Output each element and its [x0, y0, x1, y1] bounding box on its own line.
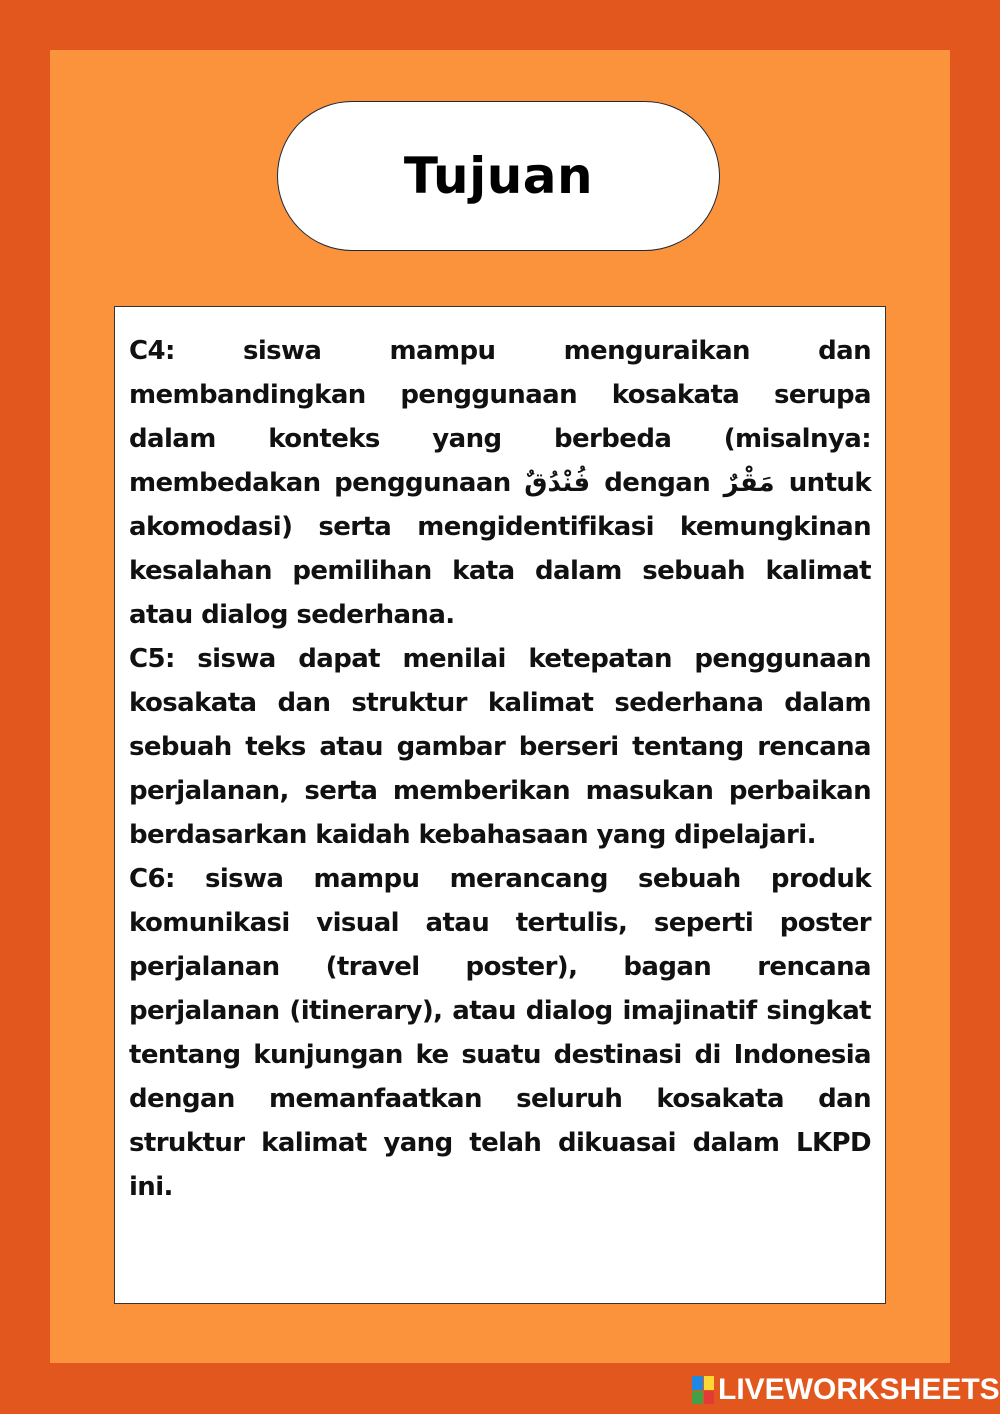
page-title: Tujuan	[403, 147, 594, 205]
arabic-word-funduq: فُنْدُقٌ	[524, 468, 591, 498]
title-pill	[277, 101, 720, 251]
objective-c4	[129, 329, 871, 637]
objective-c4-text-middle: dengan	[604, 468, 711, 498]
objective-c5: C5: siswa dapat menilai ketepatan penggunaan kosakata dan struktur kalimat sederhana dalam sebuah teks atau gambar berseri tentang rencana perjalanan, serta memberikan masukan perbaikan berdasarkan kaidah kebahasaan yang dipelajari.	[129, 644, 871, 850]
liveworksheets-logo-icon	[692, 1376, 714, 1404]
objectives-box	[114, 306, 886, 1304]
objective-c6: C6: siswa mampu merancang sebuah produk komunikasi visual atau tertulis, seperti poster perjalanan (travel poster), bagan rencana perjalanan (itinerary), atau dialog imajinatif singkat tentang kunjungan ke suatu destinasi di Indonesia dengan memanfaatkan seluruh kosakata dan struktur kalimat yang telah dikuasai dalam LKPD ini.	[129, 864, 871, 1202]
liveworksheets-watermark[interactable]	[692, 1374, 1000, 1406]
watermark-text: LIVEWORKSHEETS	[718, 1373, 1000, 1406]
arabic-word-maqar: مَقْرٌ	[723, 468, 775, 498]
objective-c4-text-end: untuk akomodasi) serta mengidentifikasi kemungkinan kesalahan pemilihan kata dalam sebuah kalimat atau dialog sederhana.	[129, 468, 872, 630]
objective-c4-text-start: C4: siswa mampu menguraikan dan membandingkan penggunaan kosakata serupa dalam konteks yang berbeda (misalnya: membedakan penggunaan	[129, 336, 871, 498]
